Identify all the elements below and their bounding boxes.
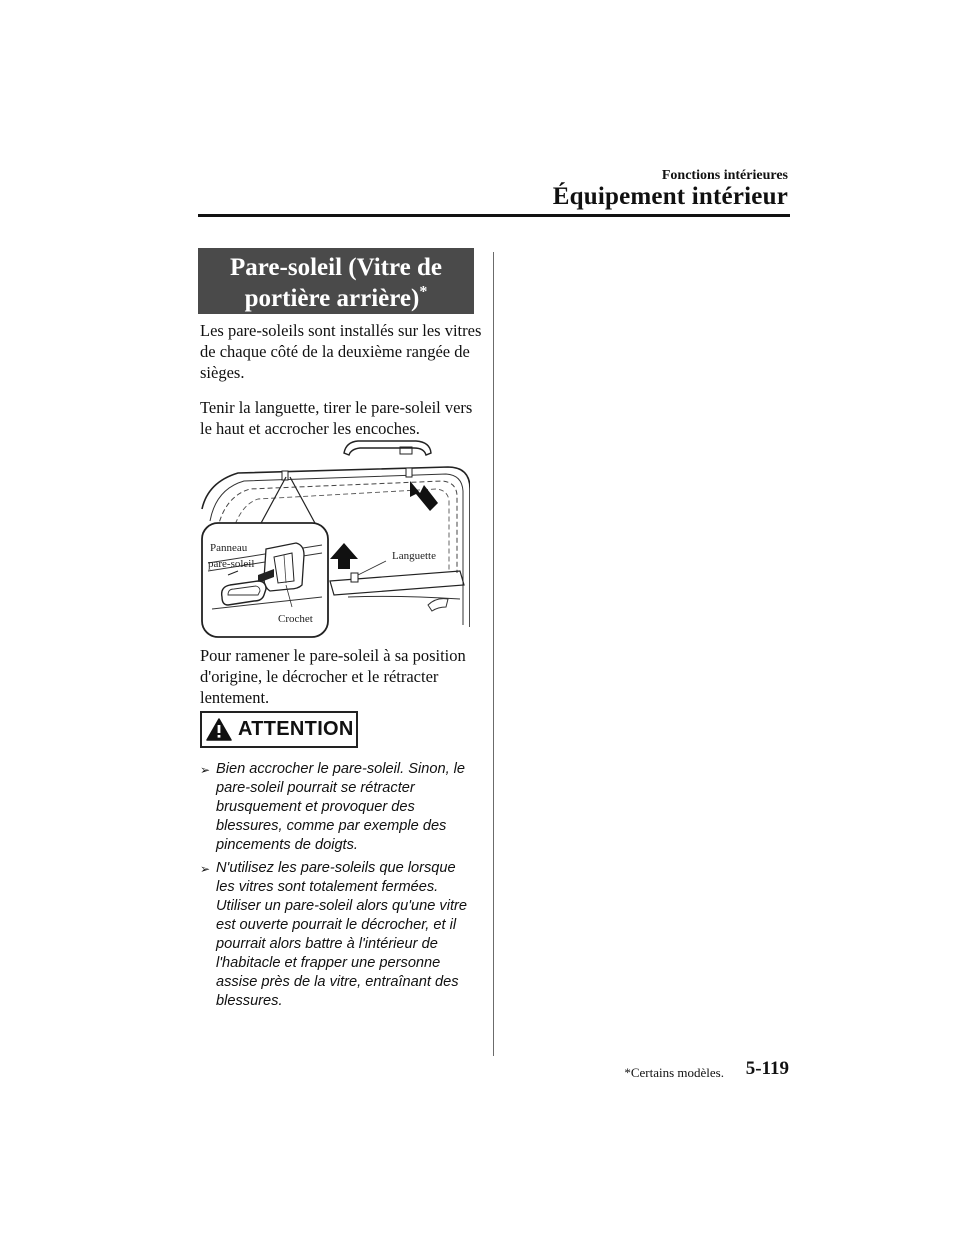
- chapter-title: Fonctions intérieures: [661, 168, 788, 183]
- arrow-bullet-icon: ➢: [200, 862, 211, 876]
- attention-item-text: N'utilisez les pare-soleils que lorsque les vitres sont totalement fermées. Utiliser un pare-soleil alors qu'une vitre est ouverte pourrait le décrocher, et il pourrait alors battre à l'intérieur de l'habitacle et frapper une personne assise près de la vitre, entraînant des blessures.: [216, 860, 467, 1009]
- label-hook: Crochet: [278, 613, 313, 625]
- label-panel-line2: pare-soleil: [208, 558, 255, 570]
- heading-line-1: Pare-soleil (Vitre de: [230, 254, 442, 281]
- label-tab: Languette: [392, 550, 436, 562]
- attention-item-text: Bien accrocher le pare-soleil. Sinon, le pare-soleil pourrait se rétracter brusquement et provoquer des blessures, comme par exemple des pincements de doigts.: [216, 761, 466, 853]
- sunshade-illustration: [198, 437, 470, 642]
- attention-list: [200, 760, 478, 1015]
- section-heading-box: [198, 248, 474, 314]
- attention-item: [200, 859, 478, 1011]
- attention-item: [200, 760, 478, 855]
- arrow-bullet-icon: ➢: [200, 763, 211, 777]
- heading-line-2: [198, 283, 474, 314]
- page-number: 5-119: [745, 1058, 789, 1079]
- footnote: *Certains modèles.: [624, 1065, 724, 1080]
- attention-label: ATTENTION: [238, 718, 354, 740]
- heading-asterisk: *: [419, 283, 428, 301]
- attention-badge: [200, 711, 358, 748]
- label-panel-line1: Panneau: [210, 542, 248, 554]
- intro-text-2: Tenir la languette, tirer le pare-soleil vers le haut et accrocher les encoches.: [200, 398, 473, 438]
- heading-line-2-text: portière arrière): [244, 285, 420, 312]
- warning-triangle-icon: [206, 718, 232, 741]
- sunshade-diagram: [198, 437, 470, 642]
- return-paragraph: [200, 645, 485, 708]
- intro-paragraph-1: [200, 320, 485, 383]
- intro-text-1: Les pare-soleils sont installés sur les vitres de chaque côté de la deuxième rangée de sièges.: [200, 321, 482, 382]
- header-rule: [198, 214, 790, 217]
- section-title: Équipement intérieur: [552, 183, 788, 210]
- intro-paragraph-2: [200, 397, 485, 439]
- return-text: Pour ramener le pare-soleil à sa position d'origine, le décrocher et le rétracter lentement.: [200, 646, 466, 707]
- column-divider: [493, 252, 494, 1056]
